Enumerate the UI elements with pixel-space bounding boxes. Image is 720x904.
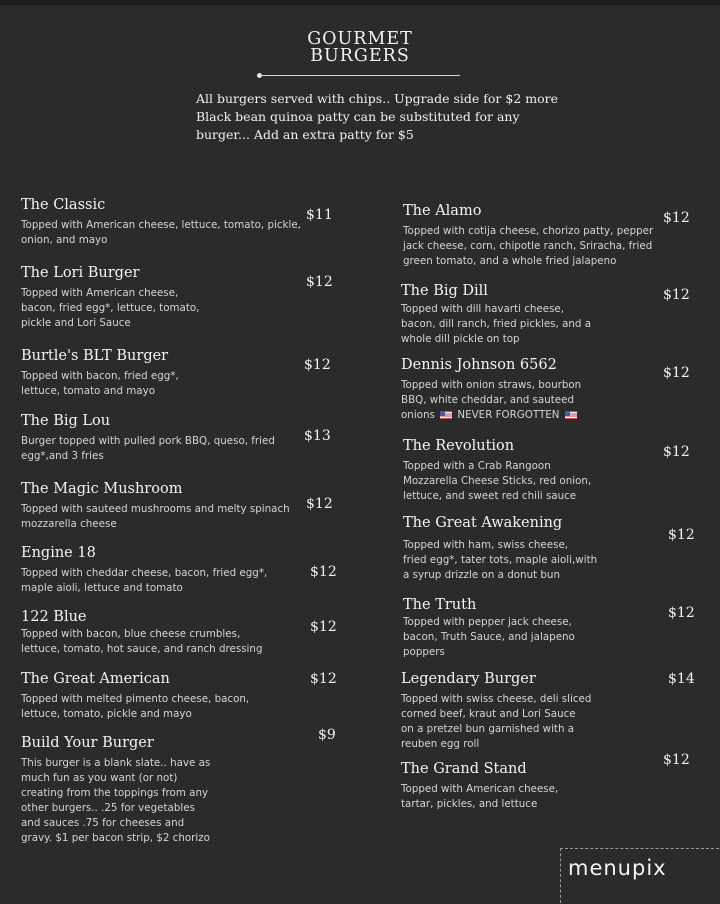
item-price: $12 <box>306 496 333 512</box>
intro-line: All burgers served with chips.. Upgrade side for $2 more <box>196 91 558 106</box>
desc-line: Topped with cheddar cheese, bacon, fried egg*, <box>21 567 268 579</box>
item-name: The Great American <box>21 671 170 687</box>
item-price: $12 <box>310 564 337 580</box>
desc-line: Topped with bacon, fried egg*, <box>21 370 179 382</box>
title-divider <box>260 75 460 76</box>
menu-item-122-blue <box>21 608 262 657</box>
item-name: Dennis Johnson 6562 <box>401 357 557 373</box>
desc-line: pickle and Lori Sauce <box>21 317 131 329</box>
desc-line: a syrup drizzle on a donut bun <box>403 569 560 581</box>
item-description <box>21 434 275 464</box>
item-description <box>401 782 558 812</box>
desc-line: Topped with bacon, blue cheese crumbles, <box>21 628 241 640</box>
item-description <box>403 538 597 583</box>
item-description <box>21 692 249 722</box>
item-price: $12 <box>306 274 333 290</box>
item-name: The Great Awakening <box>403 515 563 531</box>
menu-item-the-lori-burger <box>21 264 199 331</box>
item-description <box>401 378 581 423</box>
us-flag-icon <box>565 411 577 419</box>
item-name: The Lori Burger <box>21 265 140 281</box>
item-name: Legendary Burger <box>401 671 536 687</box>
desc-line: and sauces .75 for cheeses and <box>21 817 185 829</box>
item-description <box>21 286 199 331</box>
desc-line: Topped with a Crab Rangoon <box>403 460 551 472</box>
desc-line: Topped with swiss cheese, deli sliced <box>401 693 592 705</box>
desc-line: much fun as you want (or not) <box>21 772 178 784</box>
desc-line: reuben egg roll <box>401 738 480 750</box>
desc-line: Topped with dill havarti cheese, <box>401 303 565 315</box>
item-name: The Revolution <box>403 438 515 454</box>
item-description <box>403 459 591 504</box>
menu-item-the-classic <box>21 196 301 248</box>
item-price: $9 <box>318 727 336 743</box>
desc-line: jack cheese, corn, chipotle ranch, Sriracha, fried <box>403 240 653 252</box>
desc-line: Topped with American cheese, <box>401 783 559 795</box>
desc-line: other burgers.. .25 for vegetables <box>21 802 195 814</box>
item-name: The Big Dill <box>401 283 488 299</box>
item-price: $11 <box>306 207 333 223</box>
desc-line: on a pretzel bun garnished with a <box>401 723 575 735</box>
menu-item-the-magic-mushroom <box>21 480 290 532</box>
item-price: $12 <box>310 671 337 687</box>
desc-line: green tomato, and a whole fried jalapeno <box>403 255 617 267</box>
item-name: Engine 18 <box>21 545 96 561</box>
item-description <box>21 756 210 846</box>
item-price: $12 <box>304 357 331 373</box>
menupix-watermark-logo: menupix <box>568 856 667 880</box>
menu-item-the-truth <box>403 596 575 660</box>
intro-line: burger... Add an extra patty for $5 <box>196 127 414 142</box>
menu-item-engine-18 <box>21 544 267 596</box>
menu-item-the-big-dill <box>401 282 591 347</box>
desc-line: bacon, Truth Sauce, and jalapeno <box>403 631 575 643</box>
menu-item-the-grand-stand <box>401 760 558 812</box>
item-price: $12 <box>663 210 690 226</box>
item-name: The Alamo <box>403 203 482 219</box>
item-name: The Grand Stand <box>401 761 527 777</box>
desc-line: whole dill pickle on top <box>401 333 520 345</box>
item-description <box>21 566 267 596</box>
menu-item-dennis-johnson-6562 <box>401 356 581 423</box>
us-flag-icon <box>440 411 452 419</box>
desc-line: Burger topped with pulled pork BBQ, queso, fried <box>21 435 275 447</box>
menu-item-the-big-lou <box>21 412 275 464</box>
item-price: $12 <box>663 365 690 381</box>
desc-line: Topped with cotija cheese, chorizo patty, pepper <box>403 225 654 237</box>
item-description <box>21 627 262 657</box>
menu-item-the-great-american <box>21 670 249 722</box>
item-name: The Magic Mushroom <box>21 481 183 497</box>
page-title-line-2: BURGERS <box>310 46 410 66</box>
item-description <box>21 502 290 532</box>
item-price: $12 <box>310 619 337 635</box>
item-description <box>401 692 591 752</box>
menu-item-the-alamo <box>403 202 653 269</box>
desc-line: Topped with American cheese, lettuce, tomato, pickle, <box>21 219 301 231</box>
desc-line: tartar, pickles, and lettuce <box>401 798 538 810</box>
desc-line: Topped with onion straws, bourbon <box>401 379 582 391</box>
item-description <box>401 302 591 347</box>
menu-item-the-great-awakening <box>403 514 597 583</box>
desc-text: onions <box>401 409 439 421</box>
desc-line: Topped with melted pimento cheese, bacon, <box>21 693 250 705</box>
menu-item-burtles-blt-burger <box>21 347 179 399</box>
top-bar <box>0 0 720 5</box>
item-price: $12 <box>663 444 690 460</box>
intro-line: Black bean quinoa patty can be substituted for any <box>196 109 520 124</box>
item-price: $12 <box>663 752 690 768</box>
desc-line: Topped with ham, swiss cheese, <box>403 539 569 551</box>
item-price: $14 <box>668 671 695 687</box>
desc-line: mozzarella cheese <box>21 518 117 530</box>
desc-line: lettuce, tomato, pickle and mayo <box>21 708 192 720</box>
item-description <box>21 369 179 399</box>
item-description <box>403 224 653 269</box>
intro-text <box>196 90 576 144</box>
menu-item-build-your-burger <box>21 734 210 846</box>
desc-line: creating from the toppings from any <box>21 787 209 799</box>
item-name: The Classic <box>21 197 106 213</box>
menu-item-legendary-burger <box>401 670 591 752</box>
desc-line: maple aioli, lettuce and tomato <box>21 582 183 594</box>
desc-line: onion, and mayo <box>21 234 108 246</box>
item-name: The Truth <box>403 597 477 613</box>
item-price: $12 <box>668 527 695 543</box>
desc-line: fried egg*, tater tots, maple aioli,with <box>403 554 598 566</box>
desc-line: egg*,and 3 fries <box>21 450 104 462</box>
item-price: $12 <box>668 605 695 621</box>
desc-line: lettuce, tomato and mayo <box>21 385 156 397</box>
desc-line: Topped with pepper jack cheese, <box>403 616 572 628</box>
desc-line: Topped with American cheese, <box>21 287 179 299</box>
item-price: $13 <box>304 428 331 444</box>
item-description <box>21 218 301 248</box>
desc-line: lettuce, and sweet red chili sauce <box>403 490 577 502</box>
desc-line: Mozzarella Cheese Sticks, red onion, <box>403 475 592 487</box>
menu-item-the-revolution <box>403 437 591 504</box>
desc-line: Topped with sauteed mushrooms and melty spinach <box>21 503 290 515</box>
desc-line: corned beef, kraut and Lori Sauce <box>401 708 576 720</box>
page-title-line-1: GOURMET <box>307 29 413 49</box>
desc-line: This burger is a blank slate.. have as <box>21 757 211 769</box>
desc-line: BBQ, white cheddar, and sauteed <box>401 394 575 406</box>
desc-line: gravy. $1 per bacon strip, $2 chorizo <box>21 832 210 844</box>
desc-line <box>401 408 581 423</box>
item-name: 122 Blue <box>21 609 87 625</box>
item-name: The Big Lou <box>21 413 111 429</box>
desc-line: bacon, fried egg*, lettuce, tomato, <box>21 302 200 314</box>
desc-line: poppers <box>403 646 445 658</box>
item-price: $12 <box>663 287 690 303</box>
item-name: Burtle's BLT Burger <box>21 348 169 364</box>
desc-line: bacon, dill ranch, fried pickles, and a <box>401 318 592 330</box>
desc-text: NEVER FORGOTTEN <box>454 409 563 421</box>
item-description <box>403 615 575 660</box>
desc-line: lettuce, tomato, hot sauce, and ranch dressing <box>21 643 263 655</box>
item-name: Build Your Burger <box>21 735 154 751</box>
